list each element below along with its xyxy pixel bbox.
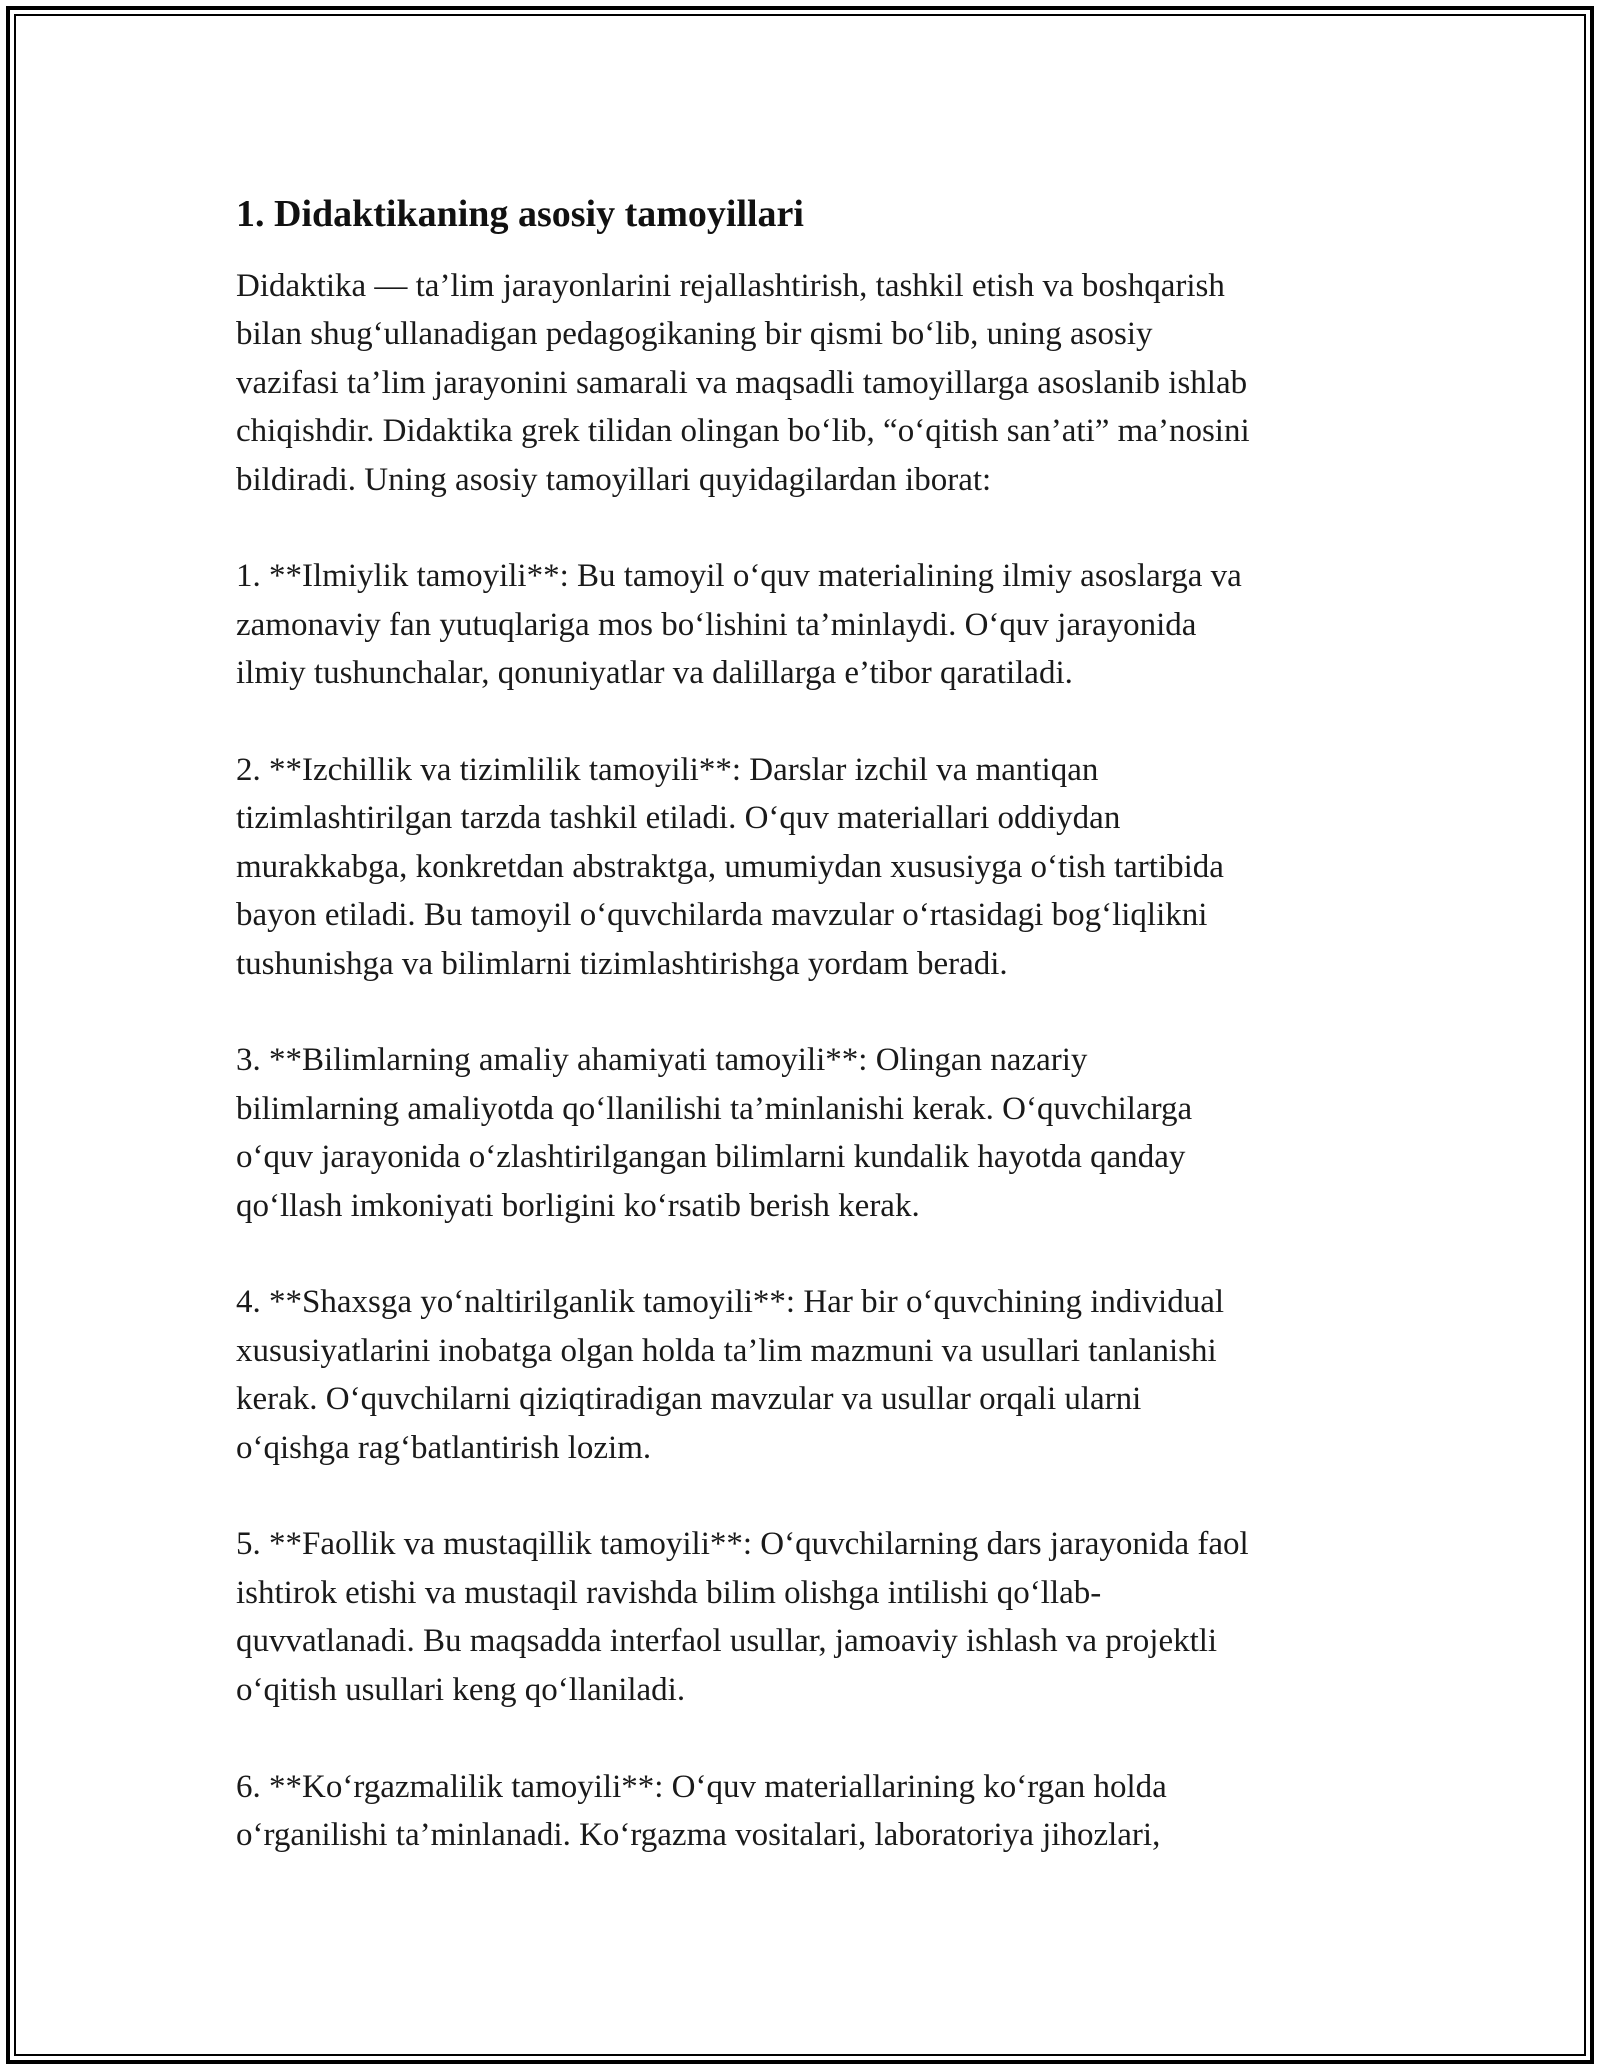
document-body bbox=[236, 186, 1376, 1859]
principle-paragraph-2: 2. **Izchillik va tizimlilik tamoyili**: Darslar izchil va mantiqan tizimlashtirilgan tarzda tashkil etiladi. O‘quv materiallari oddiydan murakkabga, konkretdan abstraktga, umumiydan xususiyga o‘tish tartibida bayon etiladi. Bu tamoyil o‘quvchilarda mavzular o‘rtasidagi bog‘liqlikni tushunishga va bilimlarni tizimlashtirishga yordam beradi. bbox=[236, 752, 1224, 982]
principle-paragraph-6: 6. **Ko‘rgazmalilik tamoyili**: O‘quv materiallarining ko‘rgan holda o‘rganilishi ta’minlanadi. Ko‘rgazma vositalari, laboratoriya jihozlari, bbox=[236, 1768, 1167, 1853]
principle-paragraph-4: 4. **Shaxsga yo‘naltirilganlik tamoyili**: Har bir o‘quvchining individual xususiyatlarini inobatga olgan holda ta’lim mazmuni va usullari tanlanishi kerak. O‘quvchilarni qiziqtiradigan mavzular va usullar orqali ularni o‘qishga rag‘batlantirish lozim. bbox=[236, 1284, 1225, 1466]
principle-paragraph-1: 1. **Ilmiylik tamoyili**: Bu tamoyil o‘quv materialining ilmiy asoslarga va zamonaviy fan yutuqlariga mos bo‘lishini ta’minlaydi. O‘quv jarayonida ilmiy tushunchalar, qonuniyatlar va dalillarga e’tibor qaratiladi. bbox=[236, 558, 1242, 692]
intro-paragraph: Didaktika — ta’lim jarayonlarini rejallashtirish, tashkil etish va boshqarish bilan shug‘ullanadigan pedagogikaning bir qismi bo‘lib, uning asosiy vazifasi ta’lim jarayonini samarali va maqsadli tamoyillarga asoslanib ishlab chiqishdir. Didaktika grek tilidan olingan bo‘lib, “o‘qitish san’ati” ma’nosini bildiradi. Uning asosiy tamoyillari quyidagilardan iborat: bbox=[236, 268, 1250, 498]
principle-paragraph-5: 5. **Faollik va mustaqillik tamoyili**: O‘quvchilarning dars jarayonida faol ishtirok etishi va mustaqil ravishda bilim olishga intilishi qo‘llab- quvvatlanadi. Bu maqsadda interfaol usullar, jamoaviy ishlash va projektli o‘qitish usullari keng qo‘llaniladi. bbox=[236, 1526, 1249, 1708]
principle-paragraph-3: 3. **Bilimlarning amaliy ahamiyati tamoyili**: Olingan nazariy bilimlarning amaliyotda qo‘llanilishi ta’minlanishi kerak. O‘quvchilarga o‘quv jarayonida o‘zlashtirilgangan bilimlarni kundalik hayotda qanday qo‘llash imkoniyati borligini ko‘rsatib berish kerak. bbox=[236, 1042, 1193, 1224]
section-heading: 1. Didaktikaning asosiy tamoyillari bbox=[236, 193, 804, 235]
